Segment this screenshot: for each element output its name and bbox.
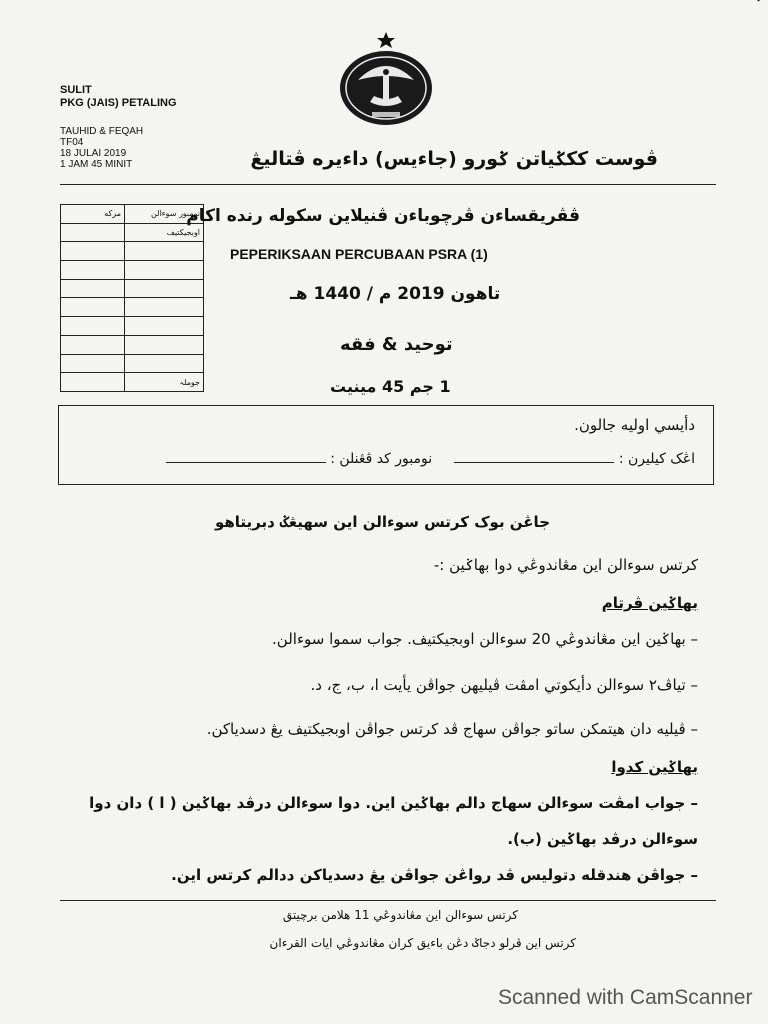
class-blank — [454, 450, 614, 463]
part-one-line-2: – تياڤ٢ سوءالن دأيکوتي امڤت ڤيليهن جواڤن يأيت ا، ب، ج، د. — [310, 676, 698, 694]
table-cell — [125, 261, 204, 280]
part-two-line-2: سوءالن درڤد بهاݢين (ب). — [507, 830, 698, 848]
table-cell — [61, 279, 125, 298]
objective-row-label: اوبجيکتيف — [125, 223, 204, 242]
table-cell — [125, 298, 204, 317]
part-two-line-1: – جواب امڤت سوءالن سهاج دالم بهاݢين اين. دوا سوءالن درڤد بهاݢين ( ا ) دان دوا — [89, 794, 698, 812]
table-row — [61, 298, 204, 317]
question-number-column-header: نومبور سوءالن — [125, 205, 204, 224]
part-one-line-3: – ڤيليه دان هيتمکن ساتو جواڤن سهاج ڤد کرتس جواڤن اوبجيکتيف يڠ دسدياکن. — [206, 720, 698, 738]
office-title: ڤوست ككݢياتن ݢورو (جاءيس) داءيره ڤتاليڠ — [250, 148, 658, 170]
classification-label: SULIT — [60, 84, 92, 96]
part-one-line-1: – بهاݢين اين مڠاندوڠي 20 سوءالن اوبجيکتيف. جواب سموا سوءالن. — [272, 630, 698, 648]
table-cell — [125, 279, 204, 298]
score-table — [60, 204, 204, 392]
school-exam-line: ڤڤريقساءن ڤرچوباءن ڤنيلاين سکوله رنده اکام — [186, 206, 580, 226]
do-not-open-notice: جاڠن بوک کرتس سوءالن اين سهيڠݢ دبريتاهو — [214, 513, 550, 531]
part-two-heading: بهاݢين کدوا — [611, 758, 698, 776]
table-row — [61, 279, 204, 298]
candidate-fields: اڠک کيليرن : نومبور کد ڤڠنلن : — [166, 450, 695, 467]
table-row — [61, 242, 204, 261]
jais-crest-logo — [336, 30, 436, 126]
table-row — [61, 205, 204, 224]
table-cell — [61, 317, 125, 336]
exam-year: تاهون 2019 م / 1440 هـ — [290, 284, 501, 304]
table-cell — [61, 223, 125, 242]
header-divider — [60, 184, 716, 185]
paper-code: TF04 — [60, 137, 84, 148]
table-row — [61, 223, 204, 242]
table-row — [61, 373, 204, 392]
part-two-line-3: – جواڤن هندقله دتوليس ڤد رواڠن جواڤن يڠ دسدياکن ددالم کرتس اين. — [171, 866, 698, 884]
quran-note: کرتس اين ڤرلو دجاݢ دڠن باءيق کران مڠاندوڠي ايات القرءان — [269, 936, 576, 950]
organizer-label: PKG (JAIS) PETALING — [60, 97, 177, 109]
table-row — [61, 317, 204, 336]
exam-duration: 1 JAM 45 MINIT — [60, 159, 133, 170]
exam-title: PEPERIKSAAN PERCUBAAN PSRA (1) — [230, 246, 488, 262]
candidate-number-blank — [166, 450, 326, 463]
table-row — [61, 354, 204, 373]
candidate-info-box — [58, 405, 714, 485]
table-cell — [61, 354, 125, 373]
table-cell — [61, 335, 125, 354]
part-one-heading: بهاݢين ڤرتام — [601, 594, 698, 612]
corner-pen-mark — [736, 0, 760, 2]
pages-note: کرتس سوءالن اين مڠاندوڠي 11 هلامن برچيتق — [282, 908, 518, 922]
footer-divider — [60, 900, 716, 901]
total-row-label: جوملہ — [125, 373, 204, 392]
subject-code-name: TAUHID & FEQAH — [60, 126, 144, 137]
candidate-number-label: نومبور کد ڤڠنلن — [339, 451, 433, 467]
exam-subject: توحيد & فقه — [340, 334, 453, 355]
exam-time: 1 جم 45 مينيت — [330, 377, 451, 396]
table-cell — [125, 354, 204, 373]
exam-date: 18 JULAI 2019 — [60, 148, 127, 159]
table-row — [61, 335, 204, 354]
table-cell — [125, 335, 204, 354]
table-row — [61, 261, 204, 280]
table-cell — [61, 261, 125, 280]
table-cell — [125, 242, 204, 261]
candidate-instruction: دأيسي اوليه جالون. — [574, 416, 695, 434]
table-cell — [61, 373, 125, 392]
header-meta — [60, 84, 177, 170]
instructions-intro: کرتس سوءالن اين مڠاندوڠي دوا بهاݢين :- — [433, 556, 698, 574]
scanner-watermark: Scanned with CamScanner — [498, 986, 753, 1009]
table-cell — [61, 242, 125, 261]
mark-column-header: مرکه — [61, 205, 125, 224]
table-cell — [61, 298, 125, 317]
table-cell — [125, 317, 204, 336]
class-label: اڠک کيليرن — [628, 451, 695, 467]
